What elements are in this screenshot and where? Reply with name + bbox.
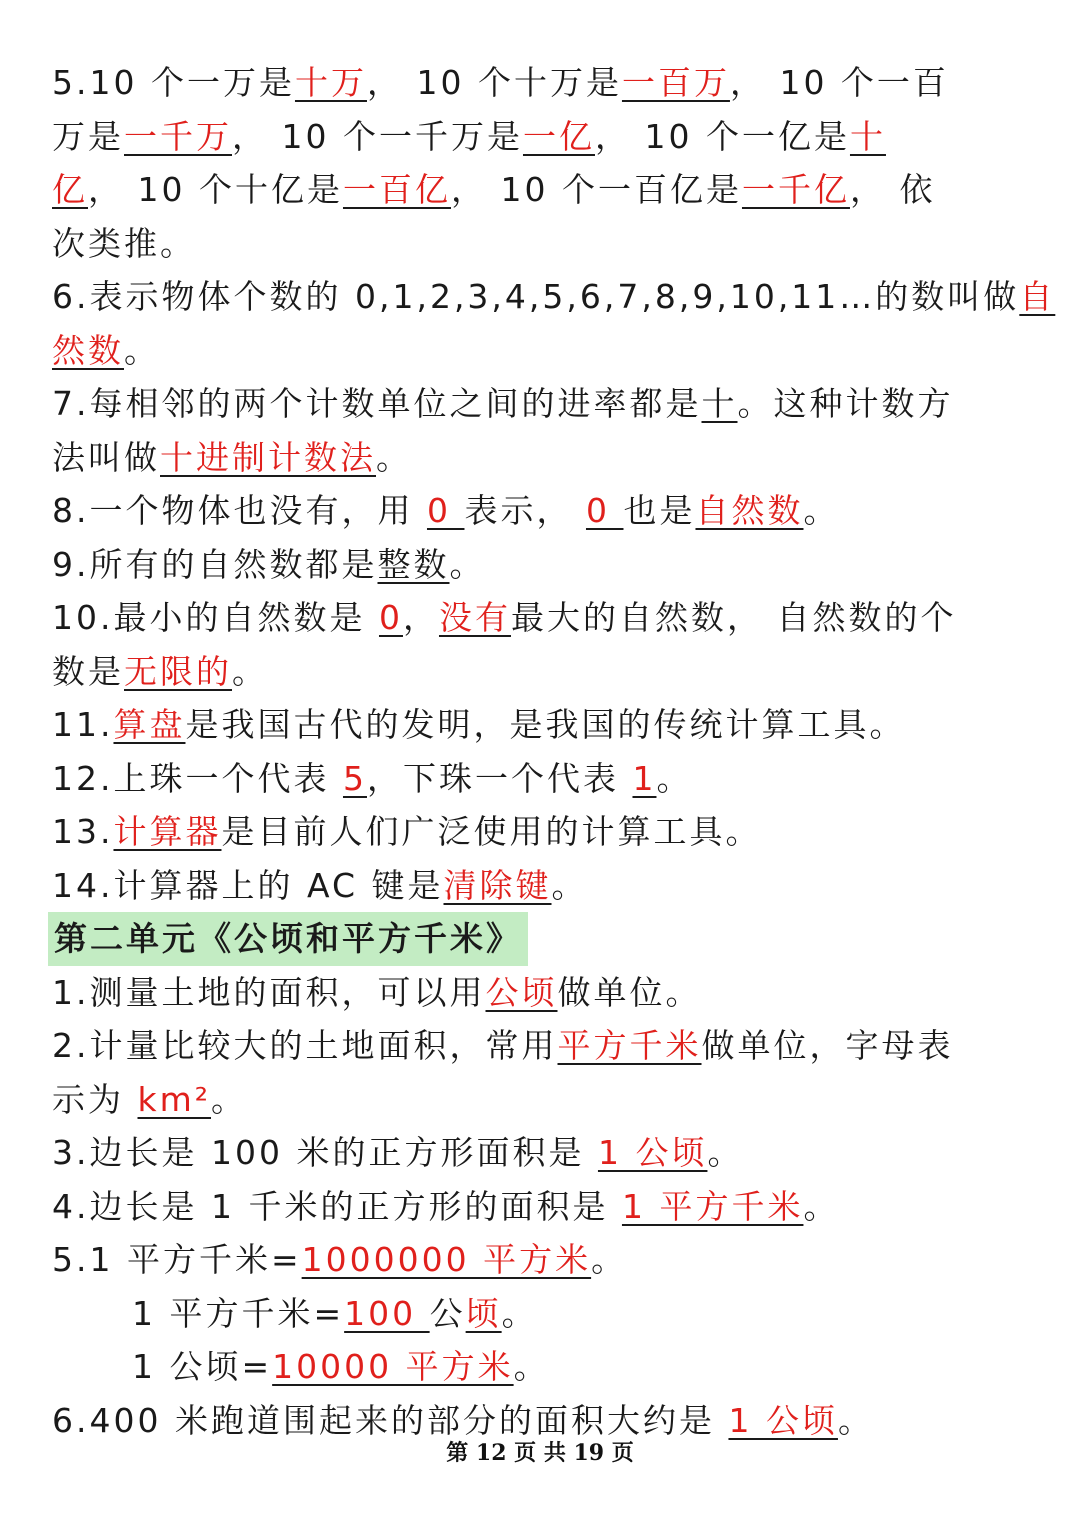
text-segment: 。 bbox=[501, 1293, 538, 1333]
text-segment: 最大的自然数， 自然数的个 bbox=[510, 598, 957, 637]
text-segment: 。 bbox=[707, 1133, 744, 1172]
text-segment: ， 10 个一百亿是 bbox=[450, 170, 742, 209]
text-segment: 示为 bbox=[52, 1079, 138, 1119]
page-footer: 第 12 页 共 19 页 bbox=[446, 1440, 634, 1466]
answer-blank: 1 公顷 bbox=[728, 1400, 838, 1440]
answer-blank: 十进制计数法 bbox=[160, 437, 376, 477]
text-segment: 1 平方千米= bbox=[132, 1293, 345, 1333]
text-line bbox=[52, 110, 1027, 164]
answer-blank: 计算器 bbox=[113, 812, 222, 851]
answer-blank: 整数 bbox=[377, 544, 450, 584]
text-segment: 7.每相邻的两个计数单位之间的进率都是 bbox=[52, 384, 702, 423]
text-segment: 是我国古代的发明，是我国的传统计算工具。 bbox=[185, 705, 906, 744]
text-line bbox=[52, 591, 1027, 645]
text-segment: 公 bbox=[429, 1293, 466, 1333]
answer-blank: km² bbox=[137, 1079, 211, 1119]
answer-blank: 10000 平方米 bbox=[272, 1347, 514, 1386]
text-segment: 9.所有的自然数都是 bbox=[52, 544, 378, 584]
text-line bbox=[52, 912, 1027, 966]
answer-blank: 平方千米 bbox=[557, 1026, 702, 1065]
text-segment: ， 10 个一百 bbox=[729, 63, 949, 102]
answer-blank: 1 bbox=[632, 758, 657, 798]
section-heading: 第二单元《公顷和平方千米》 bbox=[48, 912, 528, 966]
text-segment: 11. bbox=[52, 705, 114, 744]
text-segment: 8.一个物体也没有，用 bbox=[52, 491, 427, 530]
answer-blank: 无限的 bbox=[124, 651, 232, 691]
answer-blank: 0 bbox=[378, 598, 403, 637]
text-line bbox=[52, 431, 1027, 485]
text-segment: 。 bbox=[211, 1079, 247, 1119]
text-segment: 法叫做 bbox=[52, 437, 160, 477]
text-segment: 。 bbox=[551, 865, 588, 905]
answer-blank: 0 bbox=[426, 491, 465, 530]
answer-blank: 公顷 bbox=[485, 972, 558, 1012]
text-segment: 。 bbox=[449, 544, 486, 584]
text-line bbox=[52, 1180, 1027, 1234]
text-segment: ， 10 个一千万是 bbox=[232, 116, 523, 156]
answer-blank: 自然数 bbox=[695, 491, 804, 530]
text-segment: 表示， bbox=[464, 491, 586, 530]
answer-blank: 一亿 bbox=[522, 116, 595, 156]
answer-blank: 100 bbox=[344, 1293, 430, 1333]
text-segment: ，下珠一个代表 bbox=[366, 758, 633, 798]
text-segment: 次类推。 bbox=[52, 223, 196, 263]
text-segment: 数是 bbox=[52, 651, 124, 691]
answer-blank: 清除键 bbox=[443, 865, 552, 905]
answer-blank: 1 平方千米 bbox=[621, 1186, 804, 1226]
text-segment: ， 10 个十亿是 bbox=[88, 170, 343, 209]
text-line bbox=[52, 217, 1027, 271]
text-segment: 。 bbox=[591, 1240, 628, 1279]
text-segment: 是目前人们广泛使用的计算工具。 bbox=[221, 812, 762, 851]
text-segment: 。 bbox=[656, 758, 693, 798]
answer-blank: 十 bbox=[849, 116, 886, 156]
answer-blank: 一百万 bbox=[621, 63, 730, 102]
text-line bbox=[52, 859, 1027, 913]
text-segment: 14.计算器上的 AC 键是 bbox=[52, 865, 444, 905]
text-segment: 。 bbox=[803, 1186, 840, 1226]
text-segment: 。 bbox=[837, 1400, 874, 1440]
text-segment: 做单位。 bbox=[557, 972, 702, 1012]
answer-blank: 自 bbox=[1019, 277, 1056, 316]
text-line bbox=[52, 56, 1027, 110]
text-line bbox=[52, 752, 1027, 806]
answer-blank: 没有 bbox=[438, 598, 511, 637]
text-line bbox=[52, 966, 1027, 1020]
answer-blank: 5 bbox=[342, 758, 367, 798]
text-segment: 2.计量比较大的土地面积，常用 bbox=[52, 1026, 558, 1065]
text-segment: 5.10 个一万是 bbox=[52, 63, 295, 102]
answer-blank: 1000000 平方米 bbox=[301, 1240, 592, 1279]
text-line bbox=[52, 538, 1027, 592]
answer-blank: 一千亿 bbox=[741, 170, 850, 209]
text-segment: 3.边长是 100 米的正方形面积是 bbox=[52, 1133, 598, 1172]
answer-blank: 算盘 bbox=[113, 705, 186, 744]
text-segment: ， 10 个一亿是 bbox=[594, 116, 850, 156]
text-line bbox=[52, 270, 1056, 324]
text-line bbox=[52, 1019, 1027, 1073]
text-segment: 10.最小的自然数是 bbox=[52, 598, 379, 637]
text-line bbox=[52, 377, 1027, 431]
text-segment: 5.1 平方千米= bbox=[52, 1240, 302, 1279]
text-segment: 。 bbox=[124, 330, 160, 370]
text-line bbox=[52, 324, 1027, 378]
text-line bbox=[52, 163, 1027, 217]
text-segment: 也是 bbox=[623, 491, 696, 530]
text-segment: 。 bbox=[513, 1347, 550, 1386]
answer-blank: 1 公顷 bbox=[597, 1133, 708, 1172]
answer-blank: 然数 bbox=[52, 330, 124, 370]
text-line bbox=[52, 1126, 1027, 1180]
text-line bbox=[52, 698, 1027, 752]
answer-blank: 顷 bbox=[465, 1293, 502, 1333]
answer-blank: 0 bbox=[585, 491, 624, 530]
text-segment: 。这种计数方 bbox=[737, 384, 954, 423]
document-body bbox=[52, 56, 1056, 1447]
text-line bbox=[52, 805, 1027, 859]
answer-blank: 一千万 bbox=[124, 116, 232, 156]
answer-blank: 十 bbox=[701, 384, 738, 423]
text-line bbox=[52, 484, 1027, 538]
text-line bbox=[52, 1073, 1027, 1127]
text-segment: 13. bbox=[52, 812, 114, 851]
text-segment: 。 bbox=[803, 491, 840, 530]
text-line bbox=[52, 1287, 1027, 1341]
text-segment: 12.上珠一个代表 bbox=[52, 758, 343, 798]
text-segment: ， 10 个十万是 bbox=[366, 63, 622, 102]
text-segment: 4.边长是 1 千米的正方形的面积是 bbox=[52, 1186, 622, 1226]
text-segment: 6.400 米跑道围起来的部分的面积大约是 bbox=[52, 1400, 729, 1440]
answer-blank: 亿 bbox=[52, 170, 88, 209]
text-segment: ， 依 bbox=[849, 170, 936, 209]
text-line bbox=[52, 645, 1027, 699]
text-segment: 做单位，字母表 bbox=[701, 1026, 954, 1065]
answer-blank: 十万 bbox=[294, 63, 367, 102]
text-segment: 1 公顷= bbox=[132, 1347, 273, 1386]
text-segment: 6.表示物体个数的 0,1,2,3,4,5,6,7,8,9,10,11…的数叫做 bbox=[52, 277, 1020, 316]
text-segment: 。 bbox=[376, 437, 412, 477]
text-segment: 1.测量土地的面积，可以用 bbox=[52, 972, 486, 1012]
text-line bbox=[52, 1233, 1027, 1287]
text-segment: ， bbox=[402, 598, 439, 637]
text-segment: 万是 bbox=[52, 116, 124, 156]
text-line bbox=[52, 1340, 1027, 1394]
text-segment: 。 bbox=[232, 651, 268, 691]
answer-blank: 一百亿 bbox=[342, 170, 451, 209]
